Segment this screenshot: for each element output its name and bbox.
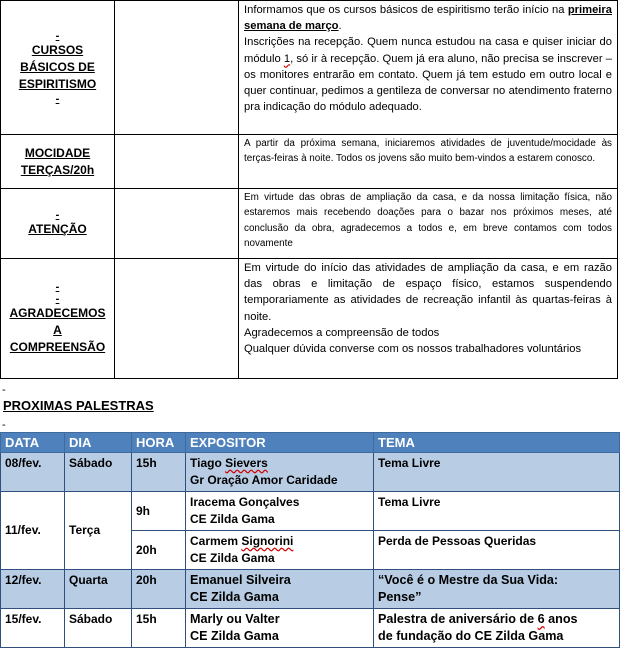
highlight-text: primeira semana de março <box>244 4 612 33</box>
cell-line: CE Zilda Gama <box>190 551 275 565</box>
notice-title: CURSOS <box>31 43 84 57</box>
day-cell: Terça <box>65 492 132 570</box>
theme-cell <box>374 492 620 531</box>
dash-mark: - <box>55 209 60 221</box>
cell-line: Carmem Signorini <box>190 534 294 548</box>
dash-mark: - <box>55 281 60 293</box>
day-cell: Sábado <box>65 609 132 648</box>
notice-paragraph: Inscrições na recepção. Quem nunca estudou na casa e quiser iniciar do módulo 1, só ir à recepção. Quem já era aluno, não precisa se inscrever – os monitores entrarão em contato. Quem já tem estudo em outro local e quer continuar, pedimos a gentileza de conversar no atendimento fraterno pra indicação do módulo adequado. <box>244 36 612 114</box>
notice-title: MOCIDADE <box>24 145 91 160</box>
notice-title-cell <box>1 259 115 379</box>
table-row <box>1 570 620 609</box>
cell-line: Iracema Gonçalves <box>190 495 300 509</box>
column-header: DATA <box>1 433 65 453</box>
cell-line: Gr Oração Amor Caridade <box>190 473 338 487</box>
time-cell: 9h <box>132 492 186 531</box>
cell-line: Perda de Pessoas Queridas <box>378 534 537 548</box>
notice-title-cell <box>1 189 115 259</box>
cell-line: Tema Livre <box>378 495 441 509</box>
dash-mark: - <box>55 293 60 305</box>
cell-line: Emanuel Silveira <box>190 573 291 587</box>
notice-title: A <box>53 323 62 337</box>
notice-row <box>1 1 618 135</box>
notice-row <box>1 259 618 379</box>
theme-cell <box>374 453 620 492</box>
notice-title: ESPIRITISMO <box>18 77 97 91</box>
separator-dash: - <box>2 419 6 431</box>
notice-paragraph: Informamos que os cursos básicos de espiritismo terão início na primeira semana de março. <box>244 4 612 33</box>
blank-cell <box>115 1 239 135</box>
notice-title: TERÇAS/20h <box>20 162 95 177</box>
separator-dash: - <box>2 384 6 396</box>
speaker-cell <box>186 609 374 648</box>
notice-paragraph: Agradecemos a compreensão de todos <box>244 326 440 339</box>
speaker-cell <box>186 531 374 570</box>
blank-cell <box>115 259 239 379</box>
date-cell: 08/fev. <box>1 453 65 492</box>
section-title: PROXIMAS PALESTRAS <box>3 398 154 413</box>
notice-text-cell <box>239 135 618 189</box>
notice-title: COMPREENSÃO <box>9 340 106 354</box>
spellcheck-word: 1 <box>283 52 291 65</box>
cell-line: Marly ou Valter <box>190 612 280 626</box>
column-header: HORA <box>132 433 186 453</box>
cell-line: Pense” <box>378 590 422 604</box>
speaker-cell <box>186 570 374 609</box>
column-header: EXPOSITOR <box>186 433 374 453</box>
notice-paragraph: Em virtude das obras de ampliação da casa, e da nossa limitação física, não estaremos mais recebendo doações para o bazar nos próximos meses, até conclusão da obra, agradecemos a todos e, em breve contamos com todos novamente <box>244 192 612 250</box>
notice-title: ATENÇÃO <box>28 222 87 236</box>
notice-title-cell <box>1 1 115 135</box>
theme-cell <box>374 531 620 570</box>
table-row <box>1 453 620 492</box>
theme-cell <box>374 609 620 648</box>
date-cell: 15/fev. <box>1 609 65 648</box>
day-cell: Sábado <box>65 453 132 492</box>
notice-text-cell <box>239 259 618 379</box>
column-header: TEMA <box>374 433 620 453</box>
notice-paragraph: A partir da próxima semana, iniciaremos atividades de juventude/mocidade às terças-feiras à noite. Todos os jovens são muito bem-vindos a estarem conosco. <box>244 138 612 165</box>
day-cell: Quarta <box>65 570 132 609</box>
speaker-cell <box>186 453 374 492</box>
dash-mark: - <box>55 93 60 105</box>
table-row <box>1 492 620 531</box>
spellcheck-word: Signorini <box>241 534 294 548</box>
time-cell: 15h <box>132 453 186 492</box>
cell-line: CE Zilda Gama <box>190 512 275 526</box>
table-row <box>1 609 620 648</box>
notice-row <box>1 189 618 259</box>
cell-line: CE Zilda Gama <box>190 629 279 643</box>
time-cell: 20h <box>132 570 186 609</box>
notice-text-cell <box>239 1 618 135</box>
table-header-row <box>1 433 620 453</box>
notice-text-cell <box>239 189 618 259</box>
date-cell: 12/fev. <box>1 570 65 609</box>
cell-line: “Você é o Mestre da Sua Vida: <box>378 573 559 587</box>
notice-title-cell <box>1 135 115 189</box>
notice-title: BÁSICOS DE <box>20 60 95 74</box>
time-cell: 20h <box>132 531 186 570</box>
spellcheck-word: Sievers <box>225 456 268 470</box>
cell-line: Palestra de aniversário de 6 anos <box>378 612 578 626</box>
cell-line: CE Zilda Gama <box>190 590 279 604</box>
notice-title: AGRADECEMOS <box>9 306 106 320</box>
column-header: DIA <box>65 433 132 453</box>
spellcheck-word: 6 <box>537 612 545 626</box>
talks-schedule-table <box>0 432 620 648</box>
blank-cell <box>115 135 239 189</box>
time-cell: 15h <box>132 609 186 648</box>
notice-paragraph: Em virtude do início das atividades de ampliação da casa, e em razão das obras e limitação de espaço físico, estamos suspendendo temporariamente as atividades de recreação infantil às quartas-feiras à noite. <box>244 262 612 323</box>
speaker-cell <box>186 492 374 531</box>
date-cell: 11/fev. <box>1 492 65 570</box>
cell-line: de fundação do CE Zilda Gama <box>378 629 564 643</box>
cell-line: Tiago Sievers <box>190 456 268 470</box>
notice-paragraph: Qualquer dúvida converse com os nossos trabalhadores voluntários <box>244 343 582 356</box>
dash-mark: - <box>55 30 60 42</box>
blank-cell <box>115 189 239 259</box>
theme-cell <box>374 570 620 609</box>
cell-line: Tema Livre <box>378 456 441 470</box>
notice-row <box>1 135 618 189</box>
